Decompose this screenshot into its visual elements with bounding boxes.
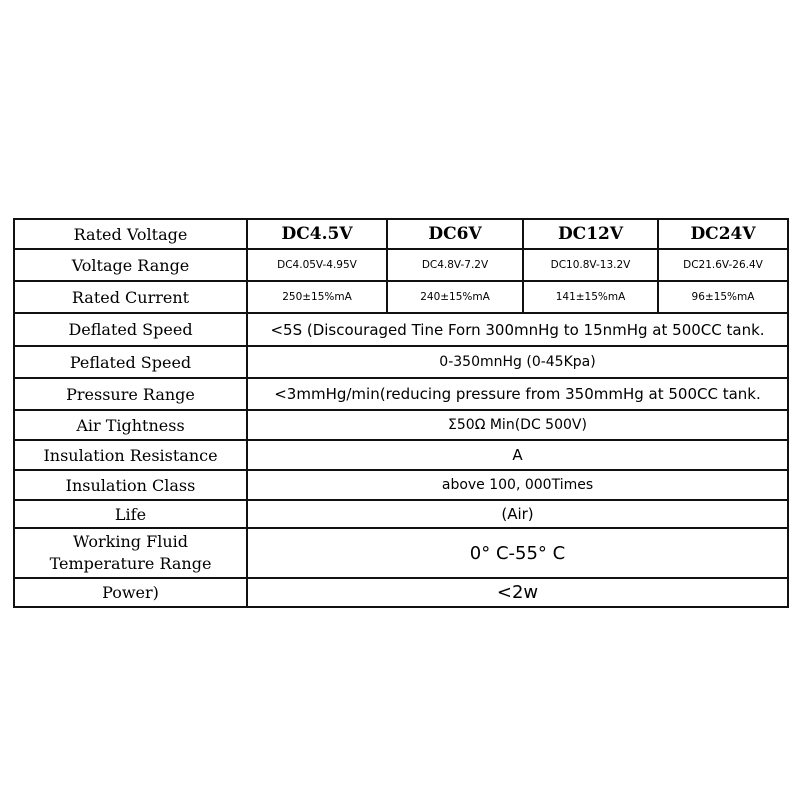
- insulation-resistance-label: Insulation Resistance: [14, 440, 247, 470]
- working-fluid-label: [14, 528, 247, 578]
- working-fluid-label-line2: Temperature Range: [49, 554, 212, 573]
- insulation-resistance-value: A: [247, 440, 788, 470]
- voltage-range-value: DC10.8V-13.2V: [523, 249, 658, 281]
- rated-current-label: Rated Current: [14, 281, 247, 313]
- power-label: Power): [14, 578, 247, 607]
- voltage-range-value: DC4.05V-4.95V: [247, 249, 387, 281]
- table-row-pressure-range: [14, 378, 788, 410]
- table-row-deflated-speed: [14, 313, 788, 346]
- pressure-range-label: Pressure Range: [14, 378, 247, 410]
- air-tightness-value: Σ50Ω Min(DC 500V): [247, 410, 788, 440]
- rated-current-value: 141±15%mA: [523, 281, 658, 313]
- life-value: (Air): [247, 500, 788, 528]
- model-dc6v: DC6V: [387, 219, 523, 249]
- voltage-range-label: Voltage Range: [14, 249, 247, 281]
- table-row-insulation-class: [14, 470, 788, 500]
- working-fluid-label-line1: Working Fluid: [73, 532, 188, 551]
- pressure-range-value: <3mmHg/min(reducing pressure from 350mmHg at 500CC tank.: [247, 378, 788, 410]
- voltage-range-value: DC21.6V-26.4V: [658, 249, 788, 281]
- working-fluid-value: 0° C-55° C: [247, 528, 788, 578]
- rated-current-value: 96±15%mA: [658, 281, 788, 313]
- model-dc12v: DC12V: [523, 219, 658, 249]
- model-dc4-5v: DC4.5V: [247, 219, 387, 249]
- table-row-power: [14, 578, 788, 607]
- rated-current-value: 240±15%mA: [387, 281, 523, 313]
- spec-table: [13, 218, 789, 608]
- table-row-rated-current: [14, 281, 788, 313]
- table-row-air-tightness: [14, 410, 788, 440]
- peflated-speed-label: Peflated Speed: [14, 346, 247, 378]
- deflated-speed-value: <5S (Discouraged Tine Forn 300mnHg to 15nmHg at 500CC tank.: [247, 313, 788, 346]
- deflated-speed-label: Deflated Speed: [14, 313, 247, 346]
- table-row-insulation-resistance: [14, 440, 788, 470]
- table-row-peflated-speed: [14, 346, 788, 378]
- power-value: <2w: [247, 578, 788, 607]
- model-dc24v: DC24V: [658, 219, 788, 249]
- voltage-range-value: DC4.8V-7.2V: [387, 249, 523, 281]
- life-label: Life: [14, 500, 247, 528]
- table-row-voltage-range: [14, 249, 788, 281]
- peflated-speed-value: 0-350mnHg (0-45Kpa): [247, 346, 788, 378]
- insulation-class-label: Insulation Class: [14, 470, 247, 500]
- table-row-life: [14, 500, 788, 528]
- table-row-working-fluid: [14, 528, 788, 578]
- rated-voltage-label: Rated Voltage: [14, 219, 247, 249]
- rated-current-value: 250±15%mA: [247, 281, 387, 313]
- table-row-rated-voltage: [14, 219, 788, 249]
- insulation-class-value: above 100, 000Times: [247, 470, 788, 500]
- air-tightness-label: Air Tightness: [14, 410, 247, 440]
